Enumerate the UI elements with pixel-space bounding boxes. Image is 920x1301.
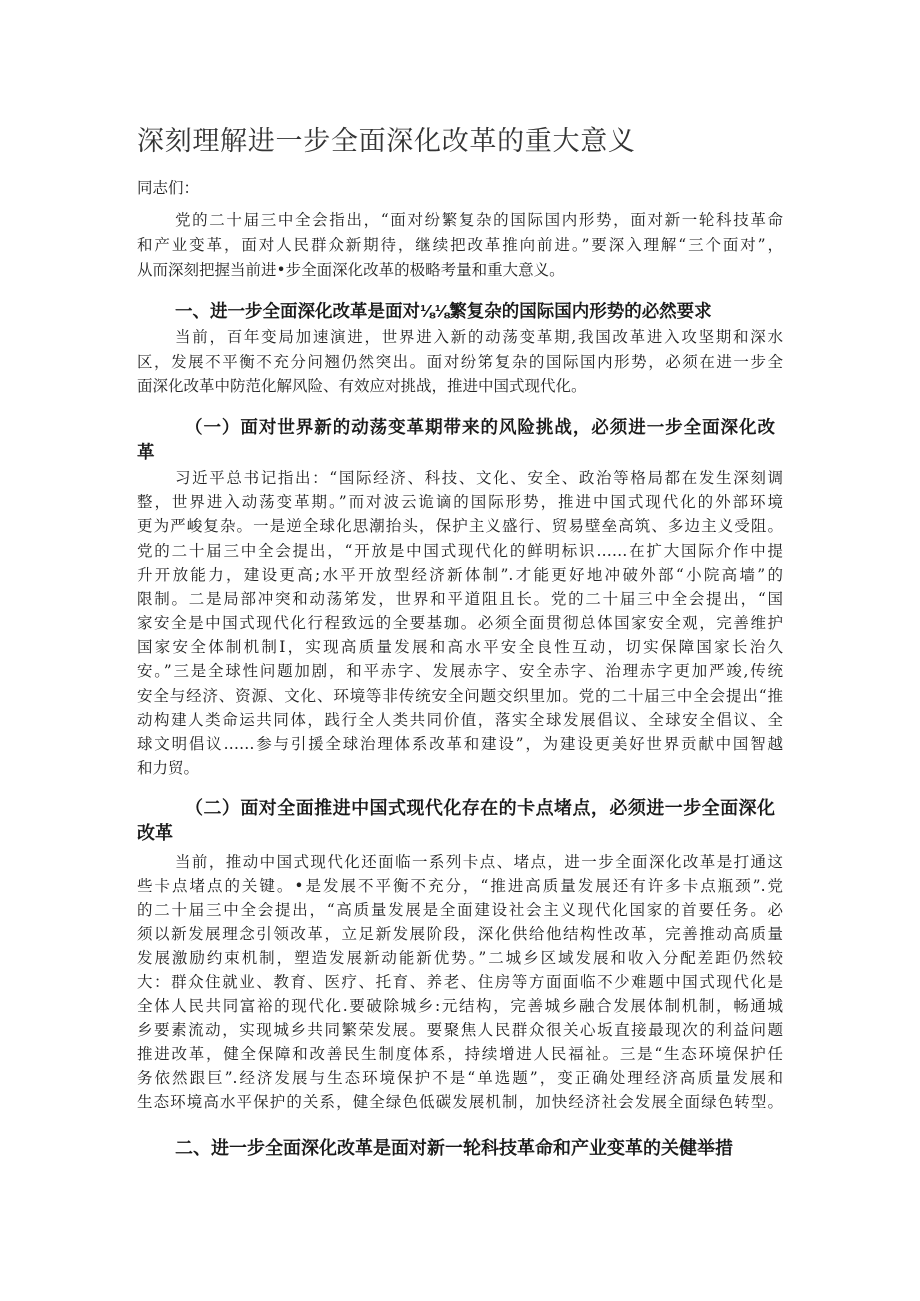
paragraph-line: 当前，推动中国式现代化还面临一系列卡点、堵点，进一步全面深化改革是打通这 [175,853,783,871]
heading-line: 改革 [137,822,173,843]
paragraph-line: 些卡点堵点的关键。•是发展不平衡不充分，“推进高质量发展还有许多卡点瓶颈”.党 [137,877,783,895]
section-1-heading: 一、进一步全面深化改革是面对⅛⅛繁复杂的国际国内形势的必然要求 [175,301,712,321]
paragraph-line: 全体人民共同富裕的现代化.要破除城乡:元结构，完善城乡融合发展体制机制，畅通城 [137,997,783,1015]
subsection-1-paragraph [137,466,783,780]
paragraph-line: 整，世界进入动荡变革期。”而对波云诡谪的国际形势，推进中国式现代化的外部环境 [137,493,783,512]
paragraph-line: 家安全是中国式现代化行程致远的全要基珈。必须全面贯彻总体国家安全观，完善维护 [137,614,783,633]
subsection-2-heading [137,796,783,846]
paragraph-line: 党的二十届三中全会指出，“面对纷繁复杂的国际国内形势，面对新一轮科技革命 [175,211,783,229]
paragraph-line: 发展激励约束机制，塑造发展新动能新优势。”二城乡区域发展和收入分配差距仍然较 [137,949,783,967]
paragraph-line: 面深化改革中防范化解风险、有效应对挑战，推进中国式现代化。 [137,377,587,395]
paragraph-line: 习近平总书记指出：“国际经济、科技、文化、安全、政治等格局都在发生深刻调 [175,469,783,487]
paragraph-line: 区，发展不平衡不充分问翘仍然突出。面对纷笫复杂的国际国内形势，必须在进一步全 [137,352,783,371]
paragraph-line: 生态环境高水平保护的关系，健全绿色低碳发展机制，加快经济社会发展全面绿色转型。 [137,1093,783,1111]
heading-line: （一）面对世界新的动荡变革期带来的风险挑战，必须进一步全面深化改 [185,416,775,437]
paragraph-line: 的二十届三中全会提出，“高质量发展是全面建设社会主义现代化国家的首要任务。必 [137,901,783,919]
paragraph-line: 和力贸。 [137,759,200,778]
subsection-1-heading [137,415,783,465]
document-title: 深刻理解进一步全面深化改革的重大意义 [137,126,636,157]
subsection-2-paragraph [137,850,783,1114]
paragraph-line: 限制。二是局部冲突和动荡笫发，世界和平道阻且长。党的二十届三中全会提出，“国 [137,589,783,608]
paragraph-line: 更为严峻复杂。一是逆全球化思潮抬头，保护主义盛行、贸易壁垒高筑、多边主义受阻。 [137,517,783,536]
salutation: 同志们： [137,179,200,197]
paragraph-line: 球文明倡议……参与引援全球治理体系改革和建设”，为建设更美好世界贡献中国智越 [137,734,783,753]
section-2-heading: 二、进一步全面深化改革是面对新一轮科技革命和产业变革的关健举措 [175,1138,733,1158]
paragraph-line: 安。”三是全球性问题加剧，和平赤字、发展赤字、安全赤字、治理赤字更加严竣,传统 [137,662,783,681]
paragraph-line: 升开放能力，建设更高;水平开放型经济新体制”.才能更好地冲破外部“小院高墙”的 [137,565,783,584]
paragraph-line: 务依然跟巨”.经济发展与生态环境保护不是“单选题”，变正确处理经济高质量发展和 [137,1069,783,1087]
paragraph-line: 乡要素流动，实现城乡共同繁荣发展。要聚焦人民群众很关心坂直接最现次的利益问题 [137,1021,783,1039]
intro-paragraph [137,208,783,283]
heading-line: （二）面对全面推进中国式现代化存在的卡点堵点，必须进一步全面深化 [185,797,775,818]
paragraph-line: 推进改革，健全保障和改善民生制度体系，持续增进人民福祉。三是“生态环境保护任 [137,1045,783,1063]
paragraph-line: 和产业变革，面对人民群众新期待，继续把改革推向前进。”要深入理解“三个面对”， [137,236,783,254]
paragraph-line: 国家安全体制机制I，实现高质量发展和高水平安全良性互动，切实保障国家长治久 [137,638,783,657]
paragraph-line: 安全与经济、资源、文化、环境等非传统安全问题交织里加。党的二十届三中全会提出“推 [137,686,783,705]
paragraph-line: 须以新发展理念引领改革，立足新发展阶段，深化供给他结构性改革，完善推动高质量 [137,925,783,943]
heading-line: 革 [137,441,155,462]
paragraph-line: 党的二十届三中全会提出，“开放是中国式现代化的鲜明标识……在扩大国际介作中提 [137,541,783,560]
paragraph-line: 大：群众住就业、教育、医疗、托育、养老、住房等方面面临不少难题中国式现代化是 [137,973,783,991]
paragraph-line: 从而深刻把握当前进•步全面深化改革的极略考量和重大意义。 [137,261,565,279]
paragraph-line: 动构建人类命运共同体，践行全人类共同价值，落实全球发展倡议、全球安全倡议、全 [137,710,783,729]
paragraph-line: 当前，百年变局加速演进，世界进入新的动荡变革期,我国改革进入攻坚期和深水 [175,328,783,346]
section-1-paragraph [137,325,783,399]
